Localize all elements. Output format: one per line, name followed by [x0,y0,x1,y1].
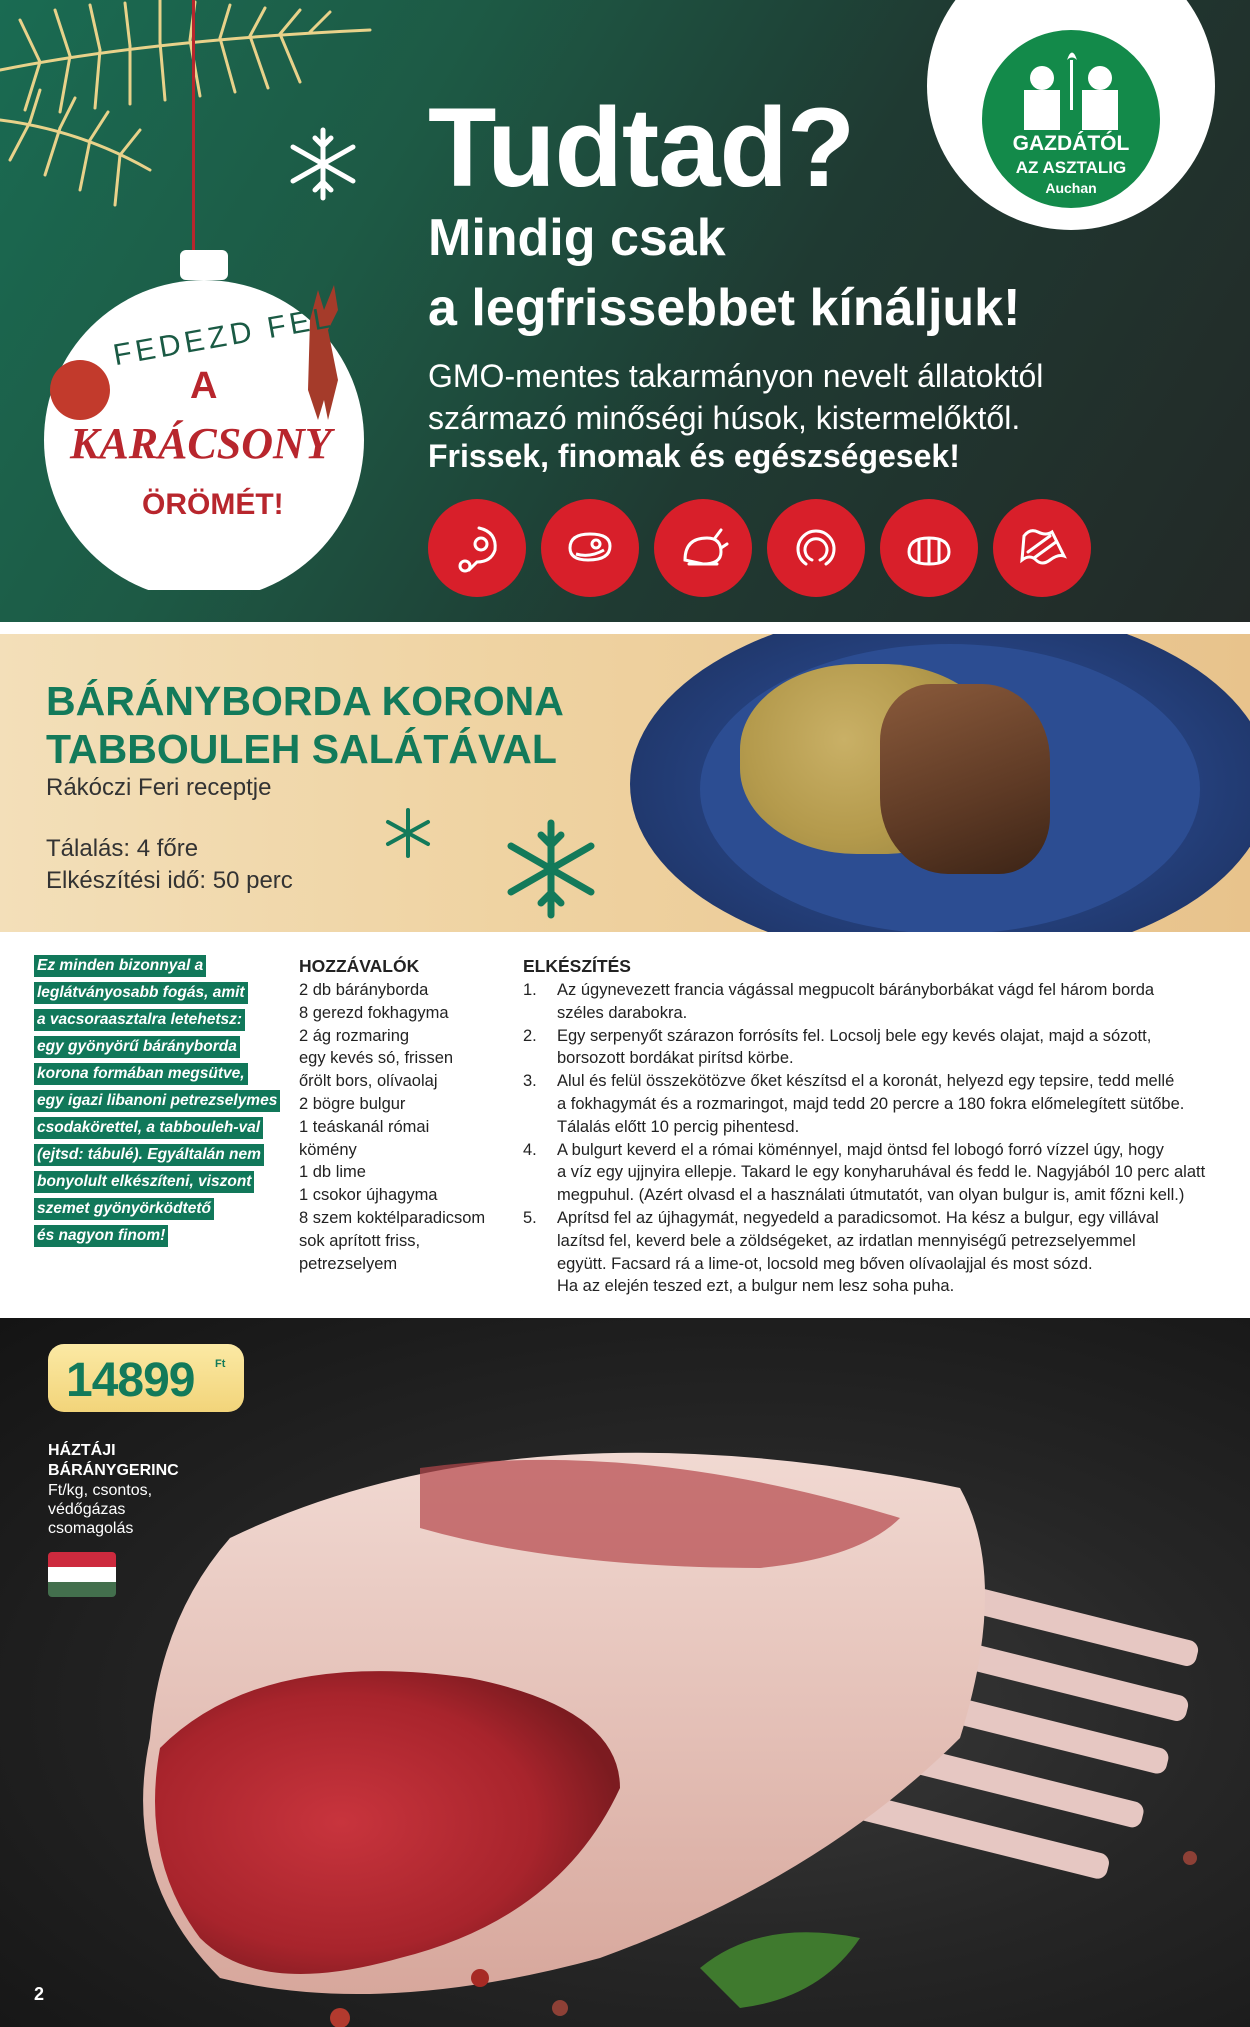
recipe-author: Rákóczi Feri receptje [46,774,272,801]
page-number: 2 [34,1984,45,2004]
ornament-text-4: ÖRÖMÉT! [142,488,284,521]
product-name-1: HÁZTÁJI [48,1442,116,1459]
step-line: a víz egy ujjnyira ellepje. Takard le egy konyharuhával és fedd le. Nagyjából 10 perc alatt [557,1163,1206,1182]
price-currency: Ft [215,1358,226,1370]
step-line: A bulgurt keverd el a római köménnyel, majd öntsd fel lobogó forró vízzel úgy, hogy [557,1140,1164,1159]
step-line: együtt. Facsard rá a lime-ot, locsold meg bőven olívaolajjal és most sózd. [557,1254,1093,1273]
farmers-icon [982,40,1160,140]
meat-category-icons [428,499,1091,597]
ham-icon [428,499,526,597]
christmas-ornament [40,250,380,590]
product-name-2: BÁRÁNYGERINC [48,1462,179,1479]
hero-section [0,0,1250,622]
hero-body-2: származó minőségi húsok, kistermelőktől. [428,400,1021,436]
lamb-rack [880,684,1050,874]
intro-line: leglátványosabb fogás, amit [34,982,248,1004]
ingredient-item: 2 ág rozmaring [299,1026,410,1045]
intro-line: Ez minden bizonnyal a [34,955,206,977]
lamb-rack-photo [0,1318,1250,2027]
recipe-time: Elkészítési idő: 50 perc [46,867,293,894]
ingredient-item: sok aprított friss, [299,1231,421,1250]
recipe-title-2: TABBOULEH SALÁTÁVAL [46,726,557,772]
hero-subtitle-2: a legfrissebbet kínáljuk! [428,279,1021,337]
ingredient-item: 8 gerezd fokhagyma [299,1003,449,1022]
badge-brand: Auchan [1045,180,1097,196]
plate-image [630,634,1250,932]
step-number: 4. [523,1140,537,1159]
price-value: 14899 [66,1354,195,1407]
step-number: 1. [523,981,537,999]
bacon-icon [993,499,1091,597]
step-3 [523,1070,1223,1138]
intro-line: és nagyon finom! [34,1225,168,1247]
snowflake-icon [498,816,604,922]
step-number: 2. [523,1026,537,1045]
chicken-icon [654,499,752,597]
intro-line: bonyolult elkészíteni, viszont [34,1171,254,1193]
step-5 [523,1207,1223,1298]
hero-body-3: Frissek, finomak és egészségesek! [428,438,960,474]
step-1 [523,979,1223,1025]
ingredient-item: 8 szem koktélparadicsom [299,1208,486,1227]
steak-icon [541,499,639,597]
ingredient-item: 1 teáskanál római [299,1117,430,1136]
step-line: Ha az elején teszed ezt, a bulgur nem lesz soha puha. [557,1277,955,1296]
hungary-flag-icon [48,1552,116,1597]
step-number: 5. [523,1208,537,1227]
ingredient-item: 1 db lime [299,1163,366,1182]
snowflake-icon [283,124,363,204]
product-desc-2: védőgázas [48,1501,126,1518]
intro-line: (ejtsd: tábulé). Egyáltalán nem [34,1144,264,1166]
pine-branch-icon [0,0,380,240]
sausage-icon [767,499,865,597]
recipe-intro [34,955,289,1252]
intro-line: korona formában megsütve, [34,1063,248,1085]
ingredient-item: 2 db báránybordа [299,981,429,999]
farm-to-table-badge [927,0,1215,230]
ingredient-item: petrezselyem [299,1254,398,1273]
ingredient-item: 1 csokor újhagyma [299,1186,438,1205]
intro-line: szemet gyönyörködtető [34,1198,214,1220]
product-section [0,1318,1250,2027]
step-line: megpuhul. (Azért olvasd el a használati útmutatót, van olyan bulgur is, amit főzni kell.) [557,1186,1185,1205]
step-2 [523,1025,1223,1071]
step-line: Alul és felül összekötözve őket készítsd el a koronát, helyezd egy tepsire, tedd mellé [557,1072,1175,1091]
intro-line: egy igazi libanoni petrezselymes [34,1090,280,1112]
ornament-text-1: FEDEZD FEL [110,300,337,373]
ingredient-item: őrölt bors, olívaolaj [299,1072,438,1091]
step-line: Tálalás előtt 10 percig pihentesd. [557,1117,800,1136]
hero-subtitle-1: Mindig csak [428,209,726,267]
roast-icon [880,499,978,597]
step-4 [523,1139,1223,1207]
step-line: Aprítsd fel az újhagymát, negyedeld a paradicsomot. Ha kész a bulgur, egy villával [557,1208,1159,1227]
step-line: Az úgynevezett francia vágással megpucolt bárányborbákat vágd fel három borda [557,981,1155,999]
hero-body-1: GMO-mentes takarmányon nevelt állatoktól [428,358,1044,394]
recipe-title-1: BÁRÁNYBORDA KORONA [46,678,564,724]
step-line: Egy serpenyőt szárazon forrósíts fel. Locsolj bele egy kevés olajat, majd a sózott, [557,1026,1152,1045]
recipe-banner [0,634,1250,932]
product-desc-3: csomagolás [48,1520,134,1537]
price-tag [48,1344,244,1412]
badge-text-2: AZ ASZTALIG [1015,158,1127,177]
step-line: a fokhagymát és a rozmaringot, majd tedd 20 percre a 180 fokra előmelegített sütőbe. [557,1094,1185,1113]
snowflake-icon [381,806,435,860]
hero-title: Tudtad? [428,85,855,210]
step-line: lazítsd fel, keverd bele a zöldségeket, az irdatlan mennyiségű petrezselyemmel [557,1231,1136,1250]
preparation-heading: ELKÉSZÍTÉS [523,956,631,976]
step-line: széles darabokra. [557,1003,688,1022]
ornament-text-2: A [190,365,218,407]
ingredient-item: 2 bögre bulgur [299,1094,406,1113]
ingredients-list [299,955,514,1275]
ornament-string [192,0,195,262]
step-line: borsozott bordákat pirítsd körbe. [557,1049,794,1068]
badge-text-1: GAZDÁTÓL [1012,132,1130,155]
intro-line: a vacsoraasztalra letehetsz: [34,1009,245,1031]
step-number: 3. [523,1072,537,1091]
preparation-steps [523,955,1223,1298]
ingredient-item: kömény [299,1140,357,1159]
ornament-text-3: KARÁCSONY [70,419,332,468]
product-desc-1: Ft/kg, csontos, [48,1482,153,1499]
ingredient-item: egy kevés só, frissen [299,1049,454,1068]
ingredients-heading: HOZZÁVALÓK [299,956,420,976]
intro-line: csodakörettel, a tabbouleh-val [34,1117,263,1139]
intro-line: egy gyönyörű báránybordа [34,1036,240,1058]
recipe-servings: Tálalás: 4 főre [46,835,199,862]
